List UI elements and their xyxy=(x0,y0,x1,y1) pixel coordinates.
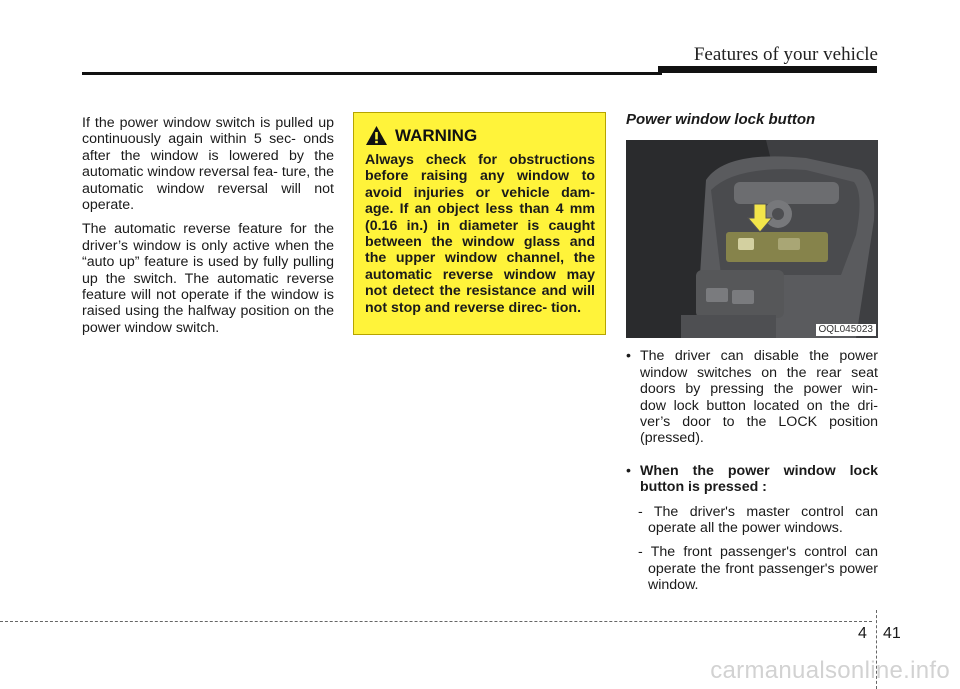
paragraph: The automatic reverse feature for the driver’s window is only active when the “auto up” feature is used by fully pulling up the switch. The automatic reverse feature will not operate if the window is raised using the halfway position on the power window switch. xyxy=(82,221,334,336)
sub-item: - The driver's master control can operate all the power windows. xyxy=(638,503,878,537)
warning-triangle-icon xyxy=(365,125,388,146)
warning-title: WARNING xyxy=(395,125,478,145)
warning-box xyxy=(353,112,606,335)
figure-caption: OQL045023 xyxy=(816,324,877,336)
footer-rule xyxy=(0,621,872,622)
bullet-text: When the power window lock button is pressed : xyxy=(640,462,878,496)
sub-item: - The front passenger's control can operate the front passenger's power window. xyxy=(638,544,878,594)
page-header-title: Features of your vehicle xyxy=(693,44,878,65)
header-rule-accent xyxy=(658,66,877,73)
right-column xyxy=(626,112,878,594)
bullet-item xyxy=(626,463,878,496)
window-switch-photo xyxy=(626,140,878,338)
bullet-text: The driver can disable the power window switches on the rear seat doors by pressing the power win- dow lock button located on the dri- ver’s door to the LOCK position (pressed). xyxy=(640,348,878,447)
chapter-number: 4 xyxy=(858,625,867,642)
left-column xyxy=(82,115,334,344)
warning-text: Always check for obstructions before raising any window to avoid injuries or vehicle dam- age. If an object less than 4 mm (0.16 in.) in diameter is caught between the window glass and the upper window channel, the automatic reverse window may not detect the resistance and will not stop and reverse direc- tion. xyxy=(365,152,595,316)
paragraph: If the power window switch is pulled up continuously again within 5 sec- onds after the window is lowered by the automatic window reversal fea- ture, the automatic window reversal will not operate. xyxy=(82,115,334,214)
section-heading: Power window lock button xyxy=(626,111,816,128)
header-rule xyxy=(82,72,662,75)
bullet-item xyxy=(626,348,878,446)
bullet-symbol: • xyxy=(626,462,631,479)
warning-header xyxy=(365,125,595,146)
door-panel-illustration xyxy=(626,140,878,338)
bullet-symbol: • xyxy=(626,348,631,365)
page-number: 41 xyxy=(883,625,901,642)
watermark: carmanualsonline.info xyxy=(710,657,950,684)
